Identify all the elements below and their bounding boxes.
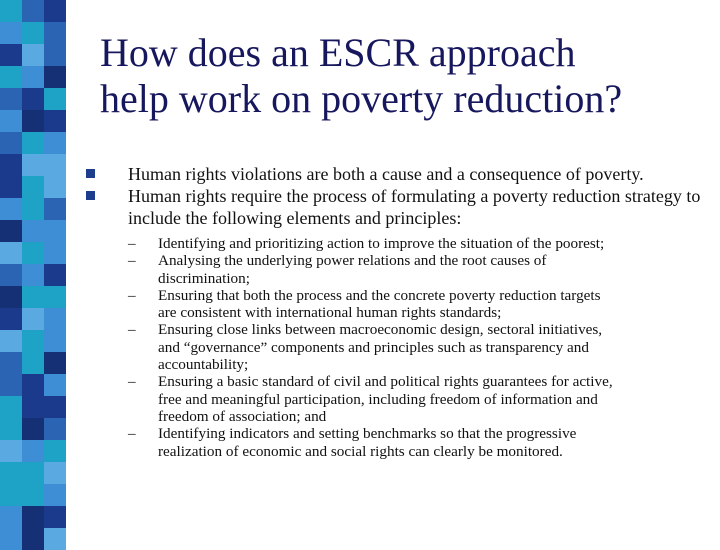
stripe-tile <box>44 528 66 550</box>
stripe-tile <box>0 176 22 198</box>
dash-bullet-icon: – <box>128 286 136 304</box>
stripe-tile <box>22 440 44 462</box>
stripe-tile <box>44 22 66 44</box>
title-line: How does an ESCR approach <box>100 30 576 75</box>
sub-bullet-line: Ensuring that both the process and the concrete poverty reduction targets <box>158 286 601 304</box>
stripe-tile <box>0 132 22 154</box>
sub-bullet-line: and “governance” components and principles such as transparency and <box>158 338 589 356</box>
sub-bullet-line: accountability; <box>158 356 249 374</box>
stripe-tile <box>44 330 66 352</box>
stripe-tile <box>22 154 44 176</box>
stripe-tile <box>22 418 44 440</box>
stripe-tile <box>22 242 44 264</box>
stripe-tile <box>0 264 22 286</box>
stripe-tile <box>44 418 66 440</box>
dash-bullet-icon: – <box>128 235 136 252</box>
sub-bullet-line: Analysing the underlying power relations and the root causes of <box>158 252 547 270</box>
decorative-stripe <box>0 0 66 540</box>
stripe-tile <box>22 176 44 198</box>
stripe-tile <box>0 330 22 352</box>
stripe-tile <box>22 506 44 528</box>
stripe-tile <box>22 528 44 550</box>
sub-bullet-item <box>128 373 703 425</box>
stripe-tile <box>44 0 66 22</box>
stripe-tile <box>22 484 44 506</box>
stripe-tile <box>44 506 66 528</box>
stripe-tile <box>0 528 22 550</box>
stripe-tile <box>0 220 22 242</box>
bullet-text: Human rights violations are both a cause and a consequence of poverty. <box>128 164 644 184</box>
dash-bullet-icon: – <box>128 321 136 339</box>
sub-bullet-line: discrimination; <box>158 269 250 287</box>
sub-bullet-line: Identifying indicators and setting benchmarks so that the progressive <box>158 425 577 443</box>
sub-bullet-item <box>128 425 703 460</box>
stripe-tile <box>0 154 22 176</box>
stripe-tile <box>22 462 44 484</box>
stripe-tile <box>0 198 22 220</box>
stripe-tile <box>44 352 66 374</box>
bullet-text: Human rights require the process of formulating a poverty reduction strategy to include the following elements and principles: <box>128 186 701 228</box>
stripe-tile <box>44 132 66 154</box>
sub-bullet-line: Ensuring a basic standard of civil and political rights guarantees for active, <box>158 373 613 391</box>
stripe-tile <box>44 264 66 286</box>
title-line: help work on poverty reduction? <box>100 76 623 121</box>
stripe-tile <box>0 66 22 88</box>
stripe-tile <box>44 176 66 198</box>
stripe-tile <box>44 484 66 506</box>
stripe-tile <box>44 220 66 242</box>
stripe-tile <box>44 154 66 176</box>
sub-bullet-line: realization of economic and social rights can clearly be monitored. <box>158 442 563 460</box>
stripe-tile <box>44 462 66 484</box>
stripe-tile <box>22 110 44 132</box>
stripe-tile <box>44 374 66 396</box>
bullet-list <box>84 163 704 229</box>
stripe-tile <box>22 264 44 286</box>
stripe-tile <box>0 374 22 396</box>
dash-bullet-icon: – <box>128 425 136 443</box>
stripe-tile <box>0 110 22 132</box>
stripe-tile <box>22 330 44 352</box>
stripe-tile <box>44 110 66 132</box>
stripe-tile <box>44 440 66 462</box>
stripe-tile <box>22 374 44 396</box>
stripe-tile <box>0 440 22 462</box>
stripe-tile <box>44 242 66 264</box>
stripe-tile <box>0 418 22 440</box>
stripe-tile <box>0 44 22 66</box>
sub-bullet-line: freedom of association; and <box>158 407 327 425</box>
stripe-tile <box>44 396 66 418</box>
stripe-tile <box>44 286 66 308</box>
stripe-tile <box>0 0 22 22</box>
stripe-tile <box>22 220 44 242</box>
stripe-tile <box>44 198 66 220</box>
sub-bullet-line: Ensuring close links between macroeconomic design, sectoral initiatives, <box>158 321 603 339</box>
sub-bullet-item <box>128 235 703 252</box>
dash-bullet-icon: – <box>128 252 136 270</box>
sub-bullet-item <box>128 321 703 373</box>
sub-bullet-item <box>128 252 703 287</box>
bullet-item <box>84 163 704 185</box>
dash-bullet-icon: – <box>128 373 136 391</box>
stripe-tile <box>0 22 22 44</box>
stripe-tile <box>44 308 66 330</box>
stripe-tile <box>22 352 44 374</box>
stripe-tile <box>22 88 44 110</box>
stripe-tile <box>22 0 44 22</box>
stripe-tile <box>22 396 44 418</box>
stripe-tile <box>22 66 44 88</box>
stripe-tile <box>44 44 66 66</box>
stripe-tile <box>0 396 22 418</box>
stripe-tile <box>0 352 22 374</box>
stripe-tile <box>0 308 22 330</box>
stripe-tile <box>22 286 44 308</box>
sub-bullet-list <box>128 235 703 460</box>
stripe-tile <box>22 308 44 330</box>
stripe-tile <box>0 484 22 506</box>
stripe-tile <box>0 462 22 484</box>
sub-bullet-item <box>128 287 703 322</box>
stripe-tile <box>0 506 22 528</box>
stripe-tile <box>0 242 22 264</box>
slide-title <box>100 30 700 122</box>
stripe-tile <box>0 88 22 110</box>
stripe-tile <box>22 44 44 66</box>
stripe-tile <box>44 88 66 110</box>
stripe-tile <box>0 286 22 308</box>
square-bullet-icon <box>86 169 95 178</box>
stripe-tile <box>22 132 44 154</box>
stripe-tile <box>22 198 44 220</box>
bullet-item <box>84 185 704 229</box>
sub-bullet-line: free and meaningful participation, including freedom of information and <box>158 390 598 408</box>
sub-bullet-line: Identifying and prioritizing action to improve the situation of the poorest; <box>158 235 605 252</box>
stripe-tile <box>44 66 66 88</box>
sub-bullet-line: are consistent with international human rights standards; <box>158 304 502 322</box>
stripe-tile <box>22 22 44 44</box>
square-bullet-icon <box>86 191 95 200</box>
